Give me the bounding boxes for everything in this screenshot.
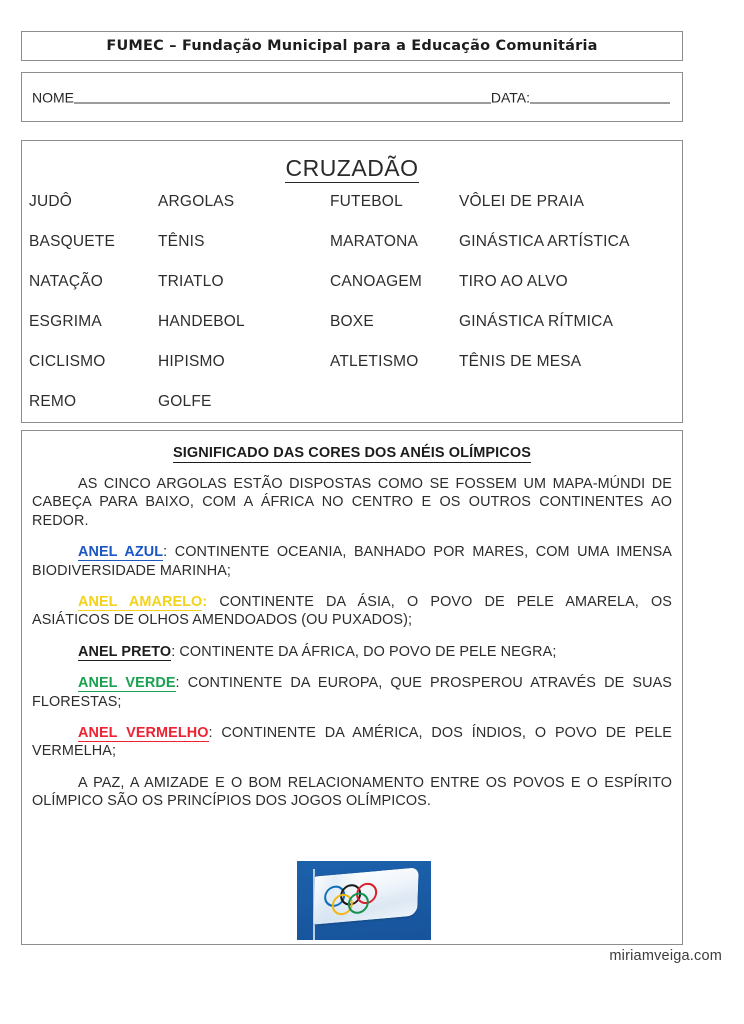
word-item: CICLISMO — [29, 353, 106, 370]
word-row — [29, 193, 676, 233]
word-item: ATLETISMO — [330, 353, 419, 370]
word-item: ARGOLAS — [158, 193, 235, 210]
word-item: GOLFE — [158, 393, 212, 410]
intro-paragraph: AS CINCO ARGOLAS ESTÃO DISPOSTAS COMO SE FOSSEM UM MAPA-MÚNDI DE CABEÇA PARA BAIXO, COM A ÁFRICA NO CENTRO E OS OUTROS CONTINENTES AO REDOR. — [32, 476, 672, 529]
word-item: MARATONA — [330, 233, 419, 250]
word-row — [29, 393, 676, 433]
date-write-line[interactable] — [530, 90, 670, 104]
footer-credit: miriamveiga.com — [609, 948, 722, 964]
ring-paragraph-azul — [32, 543, 672, 580]
word-item: BOXE — [330, 313, 374, 330]
name-date-box — [21, 72, 683, 122]
cruzadao-title-text: CRUZADÃO — [285, 155, 419, 181]
ring-text-verde: : CONTINENTE DA EUROPA, QUE PROSPEROU ATRAVÉS DE SUAS FLORESTAS; — [32, 675, 672, 710]
word-item: ESGRIMA — [29, 313, 102, 330]
name-date-row — [32, 90, 670, 105]
word-bank-grid — [29, 193, 676, 433]
ring-text-amarelo: : CONTINENTE DA ÁSIA, O POVO DE PELE AMARELA, OS ASIÁTICOS DE OLHOS AMENDOADOS (OU PUXADOS); — [32, 594, 672, 629]
word-item: CANOAGEM — [330, 273, 423, 290]
word-item: TRIATLO — [158, 273, 224, 290]
word-row — [29, 313, 676, 353]
ring-paragraph-verde — [32, 674, 672, 711]
school-header-title: FUMEC – Fundação Municipal para a Educação Comunitária — [106, 38, 598, 54]
word-item: GINÁSTICA ARTÍSTICA — [459, 233, 630, 250]
closing-paragraph: A PAZ, A AMIZADE E O BOM RELACIONAMENTO ENTRE OS POVOS E O ESPÍRITO OLÍMPICO SÃO OS PRINCÍPIOS DOS JOGOS OLÍMPICOS. — [32, 774, 672, 810]
name-write-line[interactable] — [74, 90, 491, 104]
word-item: HIPISMO — [158, 353, 225, 370]
ring-label-vermelho: ANEL VERMELHO — [78, 725, 209, 742]
word-item: BASQUETE — [29, 233, 116, 250]
ring-colors-title-text: SIGNIFICADO DAS CORES DOS ANÉIS OLÍMPICOS — [172, 445, 532, 461]
cruzadao-box — [21, 140, 683, 423]
word-item: TÊNIS — [158, 233, 205, 250]
word-row — [29, 353, 676, 393]
ring-colors-title — [22, 445, 682, 461]
ring-label-azul: ANEL AZUL — [78, 544, 164, 561]
ring-paragraph-vermelho — [32, 724, 672, 761]
ring-paragraph-amarelo — [32, 593, 672, 630]
word-item: TIRO AO ALVO — [459, 273, 568, 290]
ring-label-verde: ANEL VERDE — [78, 675, 176, 692]
word-item: GINÁSTICA RÍTMICA — [459, 313, 614, 330]
word-item: HANDEBOL — [158, 313, 245, 330]
ring-text-preto: : CONTINENTE DA ÁFRICA, DO POVO DE PELE NEGRA; — [171, 643, 557, 660]
olympic-flag-image — [297, 861, 431, 940]
ring-label-preto: ANEL PRETO — [78, 643, 172, 660]
ring-green-icon — [347, 892, 369, 915]
word-item: JUDÔ — [29, 193, 72, 210]
ring-colon: : — [202, 594, 208, 611]
word-row — [29, 233, 676, 273]
word-item: TÊNIS DE MESA — [459, 353, 582, 370]
school-header-box — [21, 31, 683, 61]
ring-text-vermelho: : CONTINENTE DA AMÉRICA, DOS ÍNDIOS, O POVO DE PELE VERMELHA; — [32, 725, 672, 760]
word-item: NATAÇÃO — [29, 273, 104, 290]
word-item: FUTEBOL — [330, 193, 403, 210]
ring-colors-body — [32, 475, 672, 811]
word-item: REMO — [29, 393, 77, 410]
ring-label-amarelo: ANEL AMARELO — [78, 594, 203, 611]
word-row — [29, 273, 676, 313]
ring-text-azul: : CONTINENTE OCEANIA, BANHADO POR MARES, COM UMA IMENSA BIODIVERSIDADE MARINHA; — [32, 544, 672, 579]
ring-paragraph-preto — [32, 643, 672, 661]
date-label: DATA: — [490, 89, 530, 106]
cruzadao-title — [22, 155, 682, 182]
word-item: VÔLEI DE PRAIA — [459, 193, 585, 210]
name-label: NOME — [32, 89, 74, 106]
